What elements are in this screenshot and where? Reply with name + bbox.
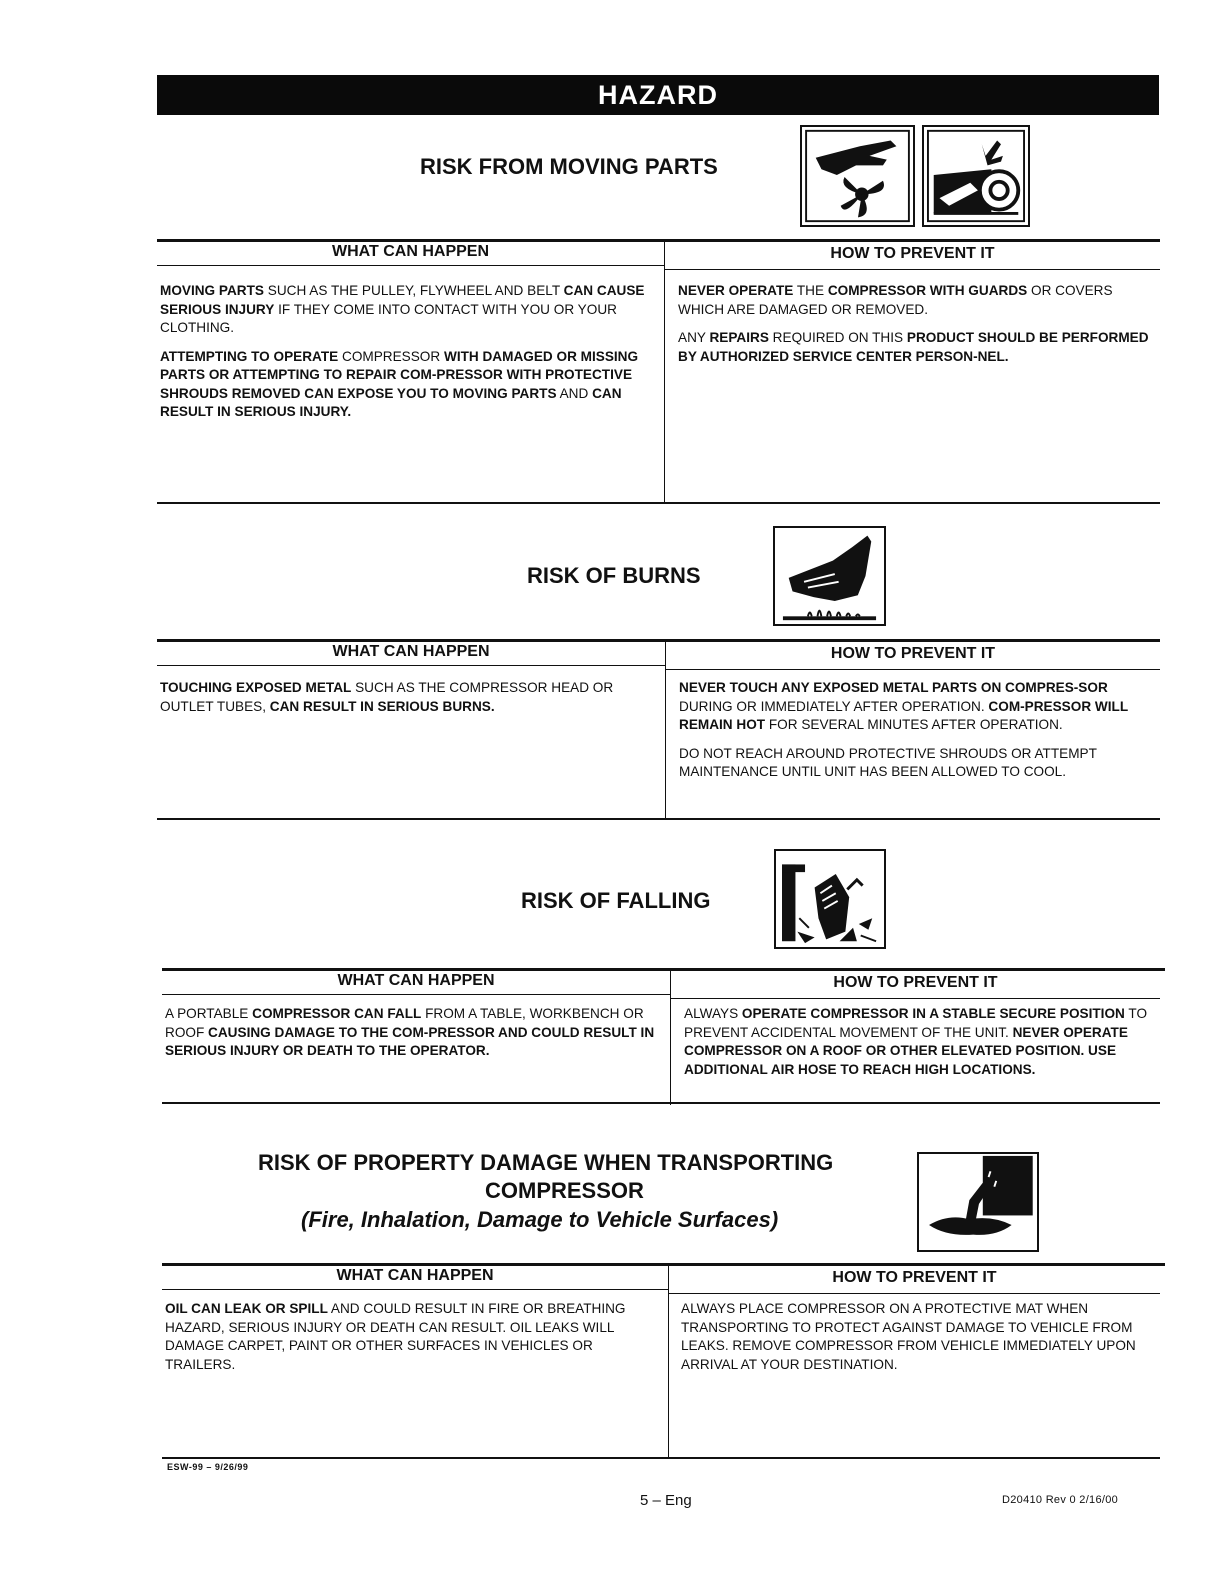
how-to-prevent-header: HOW TO PREVENT IT xyxy=(830,245,995,262)
section-falling xyxy=(157,968,1160,1107)
text-run: A PORTABLE xyxy=(165,1006,253,1021)
burns-prevent-text xyxy=(679,679,1160,792)
section-title-moving-parts: RISK FROM MOVING PARTS xyxy=(420,154,718,179)
property-damage-prevent-text xyxy=(681,1300,1160,1384)
text-run: DO NOT REACH AROUND PROTECTIVE SHROUDS OR ATTEMPT MAINTENANCE UNTIL UNIT HAS BEEN ALLOWED TO COOL. xyxy=(679,745,1097,779)
falling-compressor-icon xyxy=(774,849,886,949)
bold-text-run: OPERATE COMPRESSOR IN A STABLE SECURE POSITION xyxy=(741,1006,1125,1021)
document-code: ESW-99 – 9/26/99 xyxy=(167,1462,249,1472)
moving-parts-prevent-text xyxy=(678,282,1154,376)
text-run: FROM A TABLE, WORKBENCH OR ROOF xyxy=(165,1006,644,1040)
text-run: REQUIRED ON THIS xyxy=(768,330,907,345)
moving-parts-what-text xyxy=(160,282,654,432)
bold-text-run: WITH DAMAGED OR MISSING PARTS OR ATTEMPTING TO REPAIR COM-PRESSOR WITH PROTECTIVE SHROUDS REMOVED CAN EXPOSE YOU TO MOVING PARTS xyxy=(160,348,639,401)
section-burns xyxy=(157,639,1160,821)
text-run: IF THEY COME INTO CONTACT WITH YOU OR YOUR CLOTHING. xyxy=(160,301,617,335)
bold-text-run: CAN RESULT IN SERIOUS INJURY. xyxy=(160,385,622,419)
text-run: COMPRESSOR xyxy=(338,348,444,364)
bold-text-run: MOVING PARTS xyxy=(160,283,264,298)
section-title-burns: RISK OF BURNS xyxy=(527,563,701,588)
paragraph xyxy=(160,348,654,422)
paragraph xyxy=(684,1005,1160,1079)
bold-text-run: CAN RESULT IN SERIOUS BURNS. xyxy=(269,698,495,714)
bold-text-run: COMPRESSOR CAN FALL xyxy=(252,1006,422,1021)
text-run: OR COVERS WHICH ARE DAMAGED OR REMOVED. xyxy=(678,283,1113,317)
text-run: FOR SEVERAL MINUTES AFTER OPERATION. xyxy=(765,717,1063,732)
bold-text-run: NEVER OPERATE COMPRESSOR ON A ROOF OR OTHER ELEVATED POSITION. USE ADDITIONAL AIR HOSE TO REACH HIGH LOCATIONS. xyxy=(684,1024,1128,1077)
paragraph xyxy=(678,282,1154,319)
moving-parts-belt-pulley-icon xyxy=(922,125,1030,227)
text-run: THE xyxy=(793,283,828,298)
section-property-damage xyxy=(157,1263,1160,1461)
paragraph xyxy=(679,745,1160,782)
section-subtitle-property-damage: (Fire, Inhalation, Damage to Vehicle Surfaces) xyxy=(301,1207,779,1232)
paragraph xyxy=(160,282,654,338)
how-to-prevent-header: HOW TO PREVENT IT xyxy=(833,974,998,991)
text-run: DURING OR IMMEDIATELY AFTER OPERATION. xyxy=(679,698,989,714)
bold-text-run: PRODUCT SHOULD BE PERFORMED BY AUTHORIZED SERVICE CENTER PERSON-NEL. xyxy=(678,330,1149,364)
paragraph xyxy=(681,1300,1160,1374)
bold-text-run: ATTEMPTING TO OPERATE xyxy=(160,348,339,364)
revision-info: D20410 Rev 0 2/16/00 xyxy=(1002,1494,1119,1506)
paragraph xyxy=(678,329,1154,366)
how-to-prevent-header: HOW TO PREVENT IT xyxy=(832,1269,997,1286)
bold-text-run: NEVER OPERATE xyxy=(678,283,794,298)
what-can-happen-header: WHAT CAN HAPPEN xyxy=(337,972,495,989)
page-number: 5 – Eng xyxy=(640,1492,692,1509)
paragraph xyxy=(679,679,1160,735)
section-moving-parts xyxy=(157,239,1160,505)
bold-text-run: NEVER TOUCH ANY EXPOSED METAL PARTS ON COMPRES-SOR xyxy=(679,680,1108,695)
paragraph xyxy=(165,1300,659,1374)
hazard-banner: HAZARD xyxy=(157,75,1159,115)
falling-prevent-text xyxy=(684,1005,1160,1089)
bold-text-run: TOUCHING EXPOSED METAL xyxy=(160,680,352,695)
text-run: ALWAYS PLACE COMPRESSOR ON A PROTECTIVE MAT WHEN TRANSPORTING TO PROTECT AGAINST DAMAGE TO VEHICLE FROM LEAKS. REMOVE COMPRESSOR FROM VEHICLE IMMEDIATELY UPON ARRIVAL AT YOUR DESTINATION. xyxy=(681,1301,1136,1372)
text-run: AND xyxy=(556,385,593,401)
falling-what-text xyxy=(165,1005,659,1071)
how-to-prevent-header: HOW TO PREVENT IT xyxy=(830,645,996,662)
bold-text-run: CAN CAUSE SERIOUS INJURY xyxy=(160,283,645,317)
bold-text-run: COMPRESSOR WITH GUARDS xyxy=(827,283,1028,298)
text-run: ALWAYS xyxy=(684,1006,742,1021)
text-run: SUCH AS THE PULLEY, FLYWHEEL AND BELT xyxy=(263,283,564,298)
section-title-property-damage: RISK OF PROPERTY DAMAGE WHEN TRANSPORTING xyxy=(258,1150,834,1175)
what-can-happen-header: WHAT CAN HAPPEN xyxy=(331,243,490,260)
text-run: AND COULD RESULT IN FIRE OR BREATHING HAZARD, SERIOUS INJURY OR DEATH CAN RESULT. OIL LEAKS WILL DAMAGE CARPET, PAINT OR OTHER SURFACES IN VEHICLES OR TRAILERS. xyxy=(165,1301,626,1372)
text-run: SUCH AS THE COMPRESSOR HEAD OR OUTLET TUBES, xyxy=(160,680,614,714)
property-damage-what-text xyxy=(165,1300,659,1384)
section-title-falling: RISK OF FALLING xyxy=(521,888,711,913)
bold-text-run: OIL CAN LEAK OR SPILL xyxy=(165,1301,328,1316)
bold-text-run: REPAIRS xyxy=(709,330,769,345)
what-can-happen-header: WHAT CAN HAPPEN xyxy=(336,1267,494,1284)
moving-parts-hand-fan-icon xyxy=(800,125,915,227)
paragraph xyxy=(160,679,654,716)
text-run: TO PREVENT ACCIDENTAL MOVEMENT OF THE UNIT. xyxy=(684,1006,1148,1040)
bold-text-run: CAUSING DAMAGE TO THE COM-PRESSOR AND COULD RESULT IN SERIOUS INJURY OR DEATH TO THE OPERATOR. xyxy=(165,1024,655,1058)
what-can-happen-header: WHAT CAN HAPPEN xyxy=(332,643,490,660)
burns-what-text xyxy=(160,679,654,726)
oil-spill-icon xyxy=(917,1152,1039,1252)
text-run: ANY xyxy=(678,330,710,345)
section-title-property-damage-line2: COMPRESSOR xyxy=(485,1178,644,1203)
bold-text-run: COM-PRESSOR WILL REMAIN HOT xyxy=(679,698,1128,732)
hot-surface-hand-icon xyxy=(773,526,886,626)
paragraph xyxy=(165,1005,659,1061)
